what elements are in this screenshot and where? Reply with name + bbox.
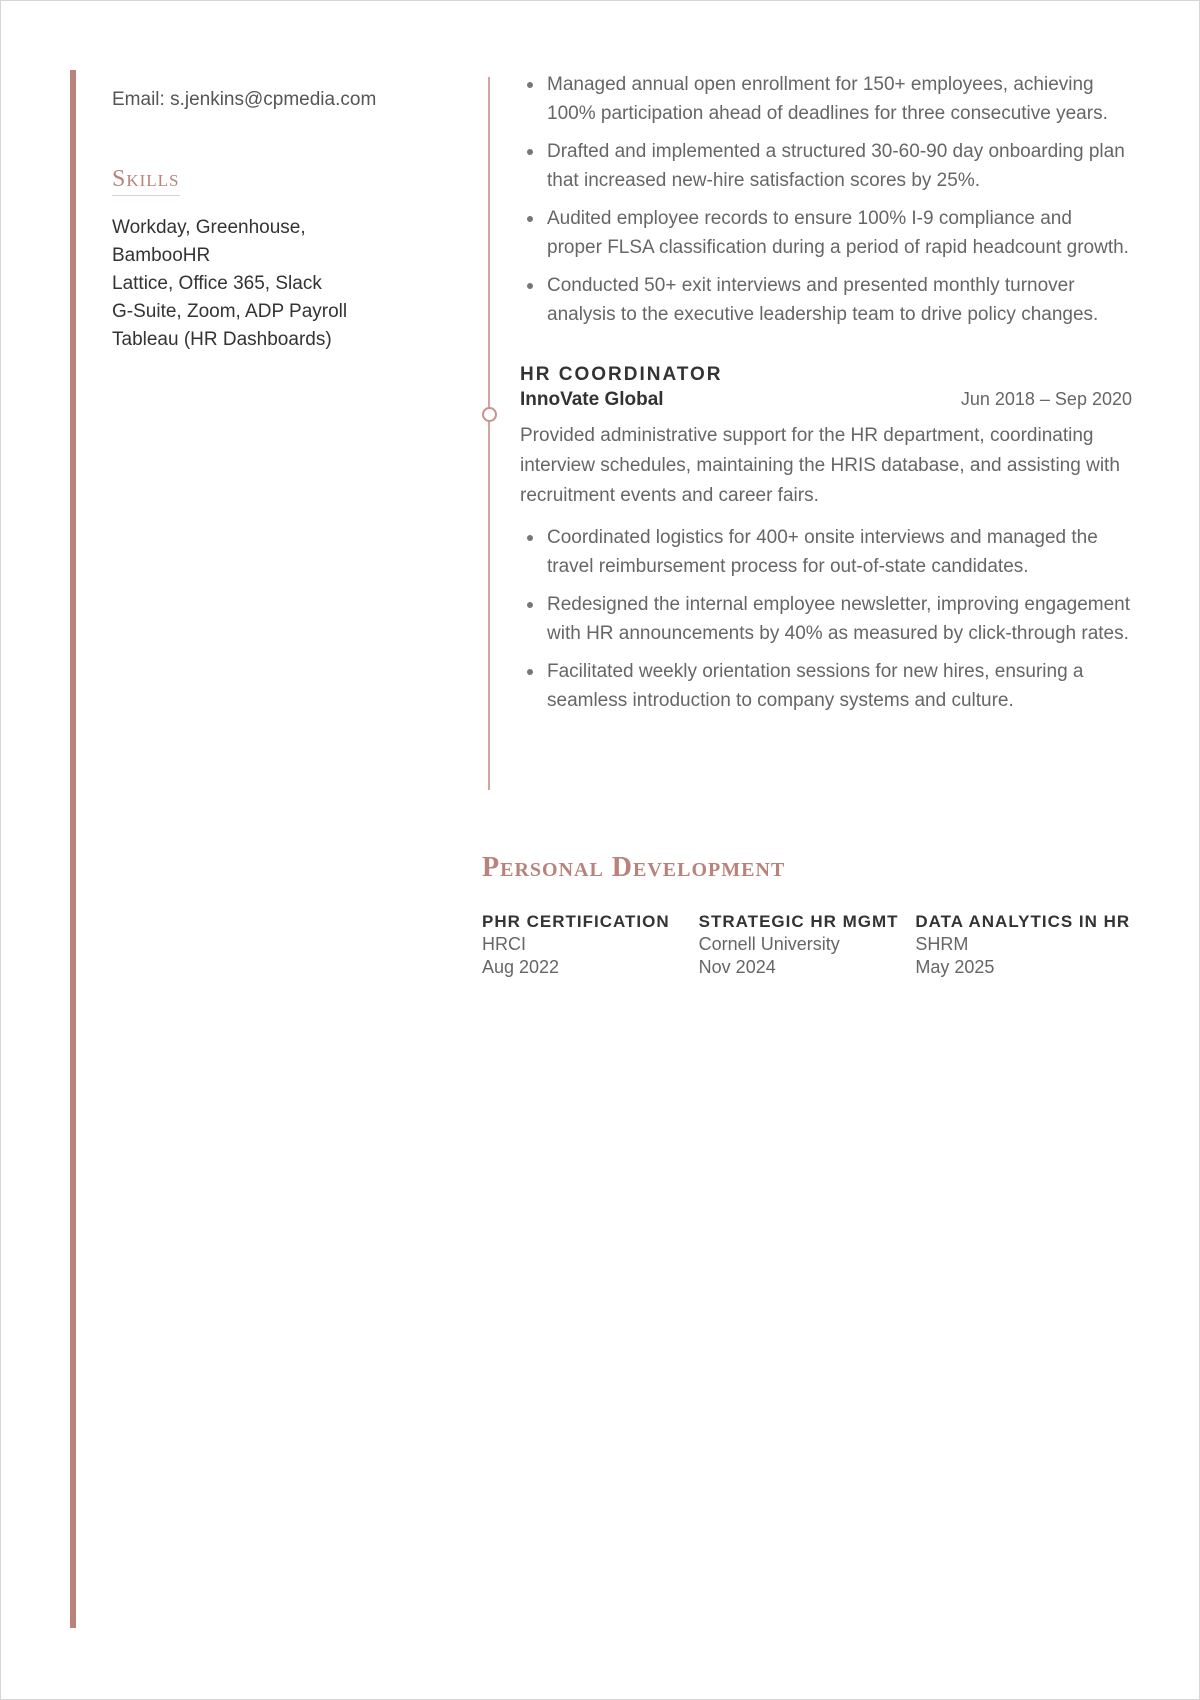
personal-development-grid: [482, 910, 1132, 979]
job-meta: [520, 389, 1132, 411]
skill-line: Tableau (HR Dashboards): [112, 329, 332, 350]
certification-org: Cornell University: [698, 934, 840, 954]
skill-line: BambooHR: [112, 245, 211, 266]
personal-development-section: [482, 852, 1132, 979]
certification-org: HRCI: [482, 934, 526, 954]
timeline-line: [488, 77, 490, 790]
skill-line: Workday, Greenhouse,: [112, 217, 306, 238]
bullet-item: Drafted and implemented a structured 30-60-90 day onboarding plan that increased new-hire satisfaction scores by 25%.: [547, 137, 1132, 195]
bullet-item: Facilitated weekly orientation sessions for new hires, ensuring a seamless introduction to company systems and culture.: [547, 657, 1132, 715]
certification-item: [699, 910, 916, 979]
job-bullets: [520, 523, 1132, 715]
bullet-item: Redesigned the internal employee newsletter, improving engagement with HR announcements by 40% as measured by click-through rates.: [547, 590, 1132, 648]
skills-list: [112, 214, 442, 354]
certification-org: SHRM: [915, 934, 969, 954]
timeline-node-icon: [482, 407, 497, 422]
job-company: InnoVate Global: [520, 389, 664, 410]
job-description: Provided administrative support for the HR department, coordinating interview schedules, maintaining the HRIS database, and assisting with recruitment events and career fairs.: [520, 425, 1120, 506]
personal-development-title: Personal Development: [482, 852, 786, 883]
job-dates: Jun 2018 – Sep 2020: [960, 389, 1132, 409]
certification-item: [915, 910, 1132, 979]
certification-name: DATA ANALYTICS IN HR: [915, 912, 1131, 931]
skills-title: Skills: [112, 166, 180, 196]
certification-name: PHR CERTIFICATION: [482, 912, 670, 931]
certification-date: May 2025: [915, 957, 995, 977]
previous-job-bullets: [520, 70, 1132, 329]
bullet-item: Managed annual open enrollment for 150+ employees, achieving 100% participation ahead of deadlines for three consecutive years.: [547, 70, 1132, 128]
certification-item: [482, 910, 699, 979]
bullet-item: Audited employee records to ensure 100% I-9 compliance and proper FLSA classification during a period of rapid headcount growth.: [547, 204, 1132, 262]
skill-line: G-Suite, Zoom, ADP Payroll: [112, 301, 348, 322]
accent-bar: [70, 70, 76, 1628]
contact-email: Email: s.jenkins@cpmedia.com: [112, 89, 377, 110]
experience-column: [520, 70, 1132, 724]
left-column: [112, 86, 442, 354]
skill-line: Lattice, Office 365, Slack: [112, 273, 322, 294]
bullet-item: Coordinated logistics for 400+ onsite interviews and managed the travel reimbursement process for out-of-state candidates.: [547, 523, 1132, 581]
certification-date: Aug 2022: [482, 957, 560, 977]
certification-date: Nov 2024: [698, 957, 776, 977]
job-title: HR COORDINATOR: [520, 364, 723, 385]
bullet-item: Conducted 50+ exit interviews and presented monthly turnover analysis to the executive leadership team to drive policy changes.: [547, 271, 1132, 329]
certification-name: STRATEGIC HR MGMT: [698, 912, 899, 931]
job-hr-coordinator: [520, 362, 1132, 715]
